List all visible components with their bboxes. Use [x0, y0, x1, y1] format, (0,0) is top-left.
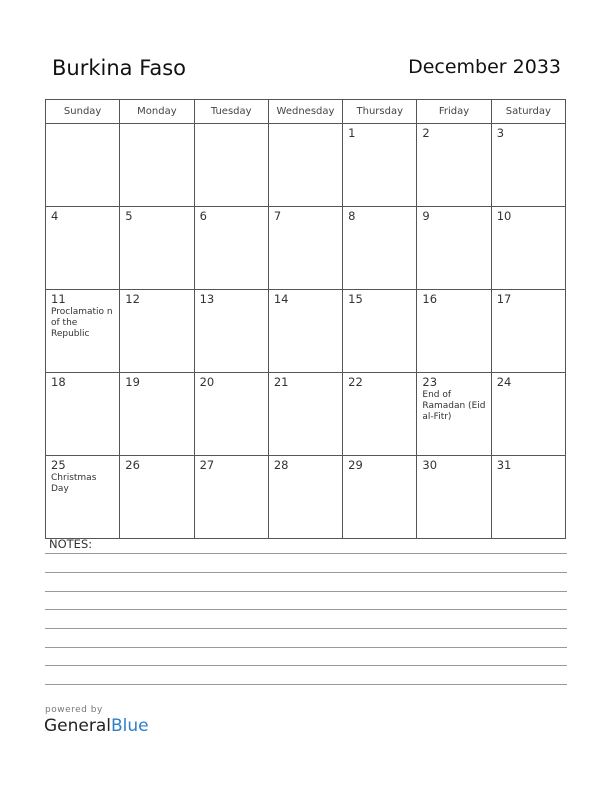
- day-cell: [417, 290, 491, 373]
- week-row: [46, 124, 566, 207]
- day-number: 8: [348, 209, 356, 223]
- day-cell: [46, 373, 120, 456]
- day-number: 31: [496, 458, 512, 472]
- month-year-title: December 2033: [408, 56, 561, 78]
- notes-line: [45, 628, 567, 629]
- day-cell: [491, 456, 565, 539]
- weekday-wednesday: Wednesday: [268, 100, 342, 124]
- weekday-sunday: Sunday: [46, 100, 120, 124]
- notes-line: [45, 553, 567, 554]
- day-cell: [194, 124, 268, 207]
- day-cell: [417, 456, 491, 539]
- day-number: 1: [348, 126, 356, 140]
- day-cell: [268, 124, 342, 207]
- day-number: 4: [51, 209, 59, 223]
- day-cell: [268, 373, 342, 456]
- day-cell: [268, 456, 342, 539]
- holiday-label: End of Ramadan (Eid al-Fitr): [422, 390, 486, 422]
- day-number: 7: [273, 209, 282, 223]
- day-cell: [343, 124, 417, 207]
- day-number: 20: [199, 375, 215, 389]
- day-number: 26: [125, 458, 140, 472]
- notes-line: [45, 647, 567, 648]
- day-cell: [194, 207, 268, 290]
- day-number: 24: [496, 375, 512, 389]
- day-number: 2: [422, 126, 430, 140]
- notes-label: NOTES:: [49, 537, 93, 551]
- day-number: 22: [348, 375, 363, 389]
- day-number: 18: [51, 375, 66, 389]
- weekday-tuesday: Tuesday: [194, 100, 268, 124]
- day-number: 11: [51, 292, 66, 306]
- week-row: [46, 290, 566, 373]
- day-cell: [343, 456, 417, 539]
- day-number: 21: [273, 375, 289, 389]
- day-cell: [417, 373, 491, 456]
- day-cell: [120, 124, 194, 207]
- day-number: 3: [496, 126, 505, 140]
- day-number: 17: [496, 292, 512, 306]
- generalblue-logo: [44, 716, 149, 736]
- day-number: 9: [422, 209, 430, 223]
- day-number: 12: [125, 292, 140, 306]
- day-number: 10: [496, 209, 512, 223]
- notes-line: [45, 609, 567, 610]
- day-number: 14: [273, 292, 289, 306]
- day-cell: [417, 207, 491, 290]
- holiday-label: Proclamatio n of the Republic: [51, 307, 113, 339]
- week-row: [46, 373, 566, 456]
- day-cell: [491, 373, 565, 456]
- week-row: [46, 456, 566, 539]
- day-number: 28: [273, 458, 289, 472]
- week-row: [46, 207, 566, 290]
- day-cell: [120, 207, 194, 290]
- day-cell: [120, 290, 194, 373]
- weekday-monday: Monday: [120, 100, 194, 124]
- day-cell: [120, 373, 194, 456]
- day-number: 16: [422, 292, 438, 306]
- day-cell: [194, 456, 268, 539]
- weekday-friday: Friday: [417, 100, 491, 124]
- weekday-header-row: [46, 100, 566, 124]
- powered-by-text: powered by: [45, 705, 103, 715]
- day-cell: [194, 373, 268, 456]
- day-number: 15: [348, 292, 363, 306]
- notes-line: [45, 591, 567, 592]
- notes-line: [45, 665, 567, 666]
- day-number: 6: [199, 209, 207, 223]
- day-number: 25: [51, 458, 66, 472]
- day-number: 5: [125, 209, 133, 223]
- country-title: Burkina Faso: [52, 56, 187, 80]
- day-cell: [491, 124, 565, 207]
- day-cell: [46, 124, 120, 207]
- calendar-grid: [45, 99, 566, 539]
- notes-line: [45, 572, 567, 573]
- day-cell: [491, 290, 565, 373]
- day-number: 23: [422, 375, 438, 389]
- day-cell: [194, 290, 268, 373]
- day-number: 19: [125, 375, 140, 389]
- weekday-saturday: Saturday: [491, 100, 565, 124]
- day-cell: [343, 290, 417, 373]
- day-cell: [343, 373, 417, 456]
- day-cell: [268, 290, 342, 373]
- day-cell: [343, 207, 417, 290]
- weekday-thursday: Thursday: [343, 100, 417, 124]
- brand-blue: Blue: [111, 716, 149, 736]
- day-cell: [120, 456, 194, 539]
- holiday-label: Christmas Day: [51, 473, 97, 494]
- brand-general: General: [44, 716, 111, 736]
- day-cell: [46, 290, 120, 373]
- day-number: 27: [199, 458, 215, 472]
- day-cell: [46, 207, 120, 290]
- day-number: 13: [199, 292, 215, 306]
- notes-line: [45, 684, 567, 685]
- day-cell: [417, 124, 491, 207]
- day-cell: [268, 207, 342, 290]
- day-number: 29: [348, 458, 363, 472]
- day-cell: [491, 207, 565, 290]
- day-cell: [46, 456, 120, 539]
- day-number: 30: [422, 458, 438, 472]
